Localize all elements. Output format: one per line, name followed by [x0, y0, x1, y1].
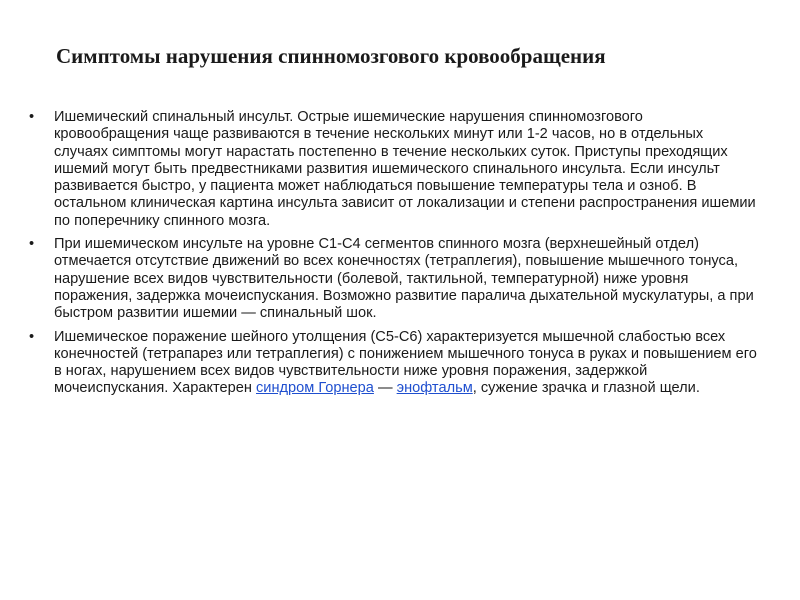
bullet-text — [54, 329, 757, 397]
link-separator: — — [373, 380, 397, 397]
bullet-text-after: , сужение зрачка и глазной щели. — [472, 380, 700, 397]
bullet-list — [29, 109, 759, 404]
enophthalmos-link[interactable]: энофтальм — [396, 380, 473, 397]
bullet-text: Ишемический спинальный инсульт. Острые ишемические нарушения спинномозгового кровообращения чаще развиваются в течение нескольких минут или 1-2 часов, но в отдельных случаях симптомы могут нарастать постепенно в течение нескольких суток. Приступы преходящих ишемий могут быть предвестниками развития ишемического спинального инсульта. Если инсульт развивается быстро, у пациента может наблюдаться повышение температуры тела и озноб. В остальном клиническая картина инсульта зависит от локализации и степени распространения ишемии по поперечнику спинного мозга. — [54, 109, 756, 229]
bullet-text-before: Ишемическое поражение шейного утолщения (С5-С6) характеризуется мышечной слабостью всех конечностей (тетрапарез или тетраплегия) с понижением мышечного тонуса в руках и повышением его в ногах, нарушением всех видов чувствительности ниже уровня поражения, задержкой мочеиспускания. Характерен — [54, 328, 757, 397]
bullet-item-c5-c6 — [29, 329, 759, 398]
bullet-text: При ишемическом инсульте на уровне С1-С4 сегментов спинного мозга (верхнешейный отдел) отмечается отсутствие движений во всех конечностях (тетраплегия), повышение мышечного тонуса, нарушение всех видов чувствительности (болевой, тактильной, температурной) ниже уровня поражения, задержка мочеиспускания. Возможно развитие паралича дыхательной мускулатуры, а при быстром развитии ишемии — спинальный шок. — [54, 236, 754, 322]
bullet-marker: • — [29, 328, 35, 345]
horner-syndrome-link[interactable]: синдром Горнера — [256, 380, 374, 397]
bullet-item-c1-c4 — [29, 236, 759, 322]
slide-title: Симптомы нарушения спинномозгового кровообращения — [56, 44, 606, 68]
bullet-item-ischemic-stroke — [29, 109, 759, 230]
bullet-marker: • — [29, 236, 35, 253]
bullet-marker: • — [29, 109, 35, 125]
